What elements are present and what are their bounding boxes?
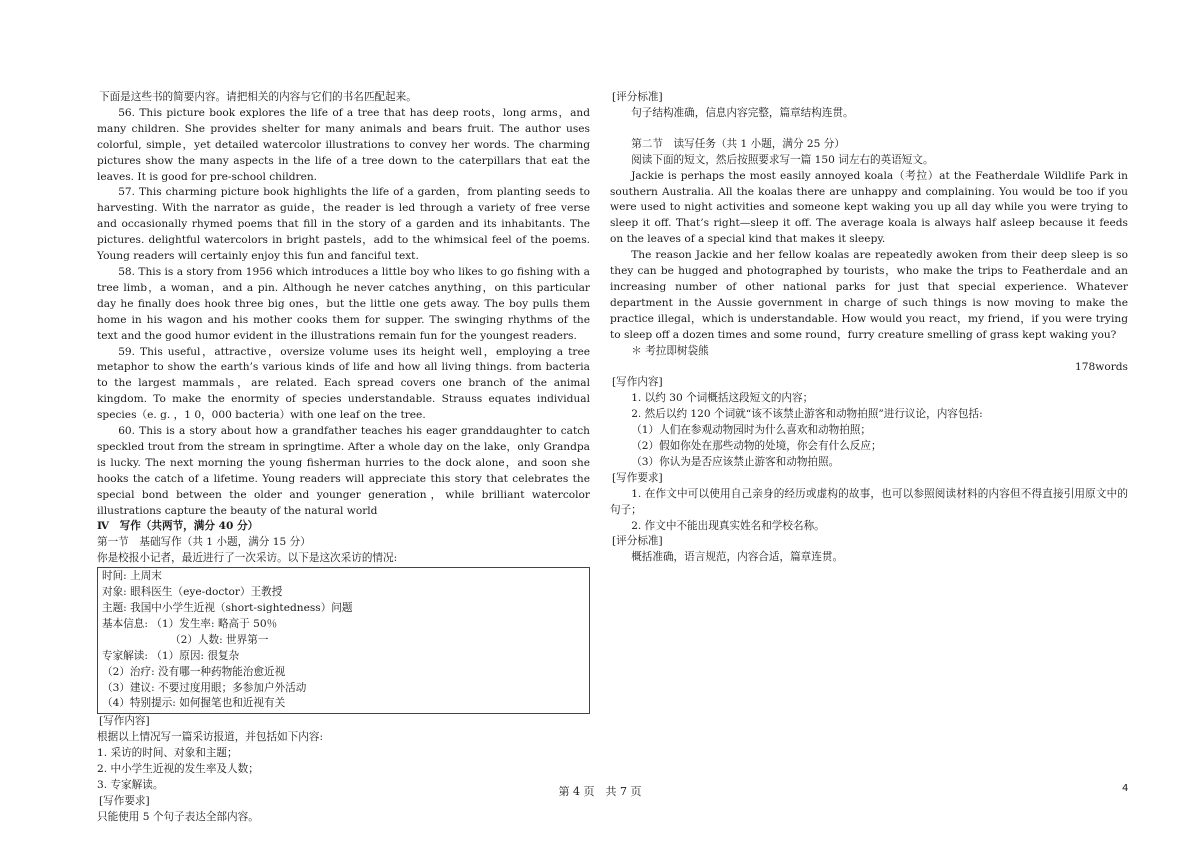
expert-note-1: 专家解读: （1）原因: 很复杂: [102, 649, 240, 662]
question-60: 60. This is a story about how a grandfather teaches his eager granddaughter to catch speckled trout from the stream in springtime. After a whole day on the lake，only Grandpa is lucky. The next morning the young fisherman hurries to the dock alone，and soon she hooks the catch of a lifetime. Young readers will appreciate this story that celebrates the special bond between the older and younger generation，while brilliant watercolor illustrations capture the beauty of the natural world: [97, 425, 590, 517]
basic-info-2: （2）人数: 世界第一: [170, 633, 269, 646]
page-footer: 第 4 页 共 7 页: [558, 785, 642, 798]
koala-footnote: ＊ 考拉即树袋熊: [631, 344, 709, 357]
content-subitem-2: （2）假如你处在那些动物的处境，你会有什么反应；: [631, 440, 882, 453]
writing-requirements-heading: [写作要求]: [99, 794, 150, 807]
question-58: 58. This is a story from 1956 which introduces a little boy who likes to go fishing with a tree limb，a woman，and a pin. Although he never catches anything，on this particular day he finally does hook three big ones，but the little one gets away. The boy pulls them home in his wagon and his mother cooks them for supper. The swinging rhythms of the text and the good humor evident in the illustrations remain fun for the youngest readers.: [97, 265, 590, 342]
word-count: 178words: [1075, 360, 1128, 373]
interview-subject: 对象: 眼科医生（eye-doctor）王教授: [102, 586, 283, 599]
expert-note-4: （4）特别提示: 如何握笔也和近视有关: [102, 697, 286, 710]
question-59: 59. This useful，attractive，oversize volume uses its height well，employing a tree metaphor to show the earth’s various kinds of life and how all living things. from bacteria to the largest mammals，are related. Each spread covers one branch of the animal kingdom. To make the enormity of species understandable. Strauss equates individual species（e. g. ，1 0，000 bacteria）with one leaf on the tree.: [97, 345, 590, 422]
part1-intro: 你是校报小记者，最近进行了一次采访。以下是这次采访的情况:: [97, 552, 398, 565]
question-57: 57. This charming picture book highlights the life of a garden，from planting seeds to harvesting. With the narrator as guide，the reader is led through a variety of free verse and occasionally rhymed poems that fill in the story of a garden and its inhabitants. The pictures. delightful watercolors in bright pastels，add to the whimsical feel of the poems. Young readers will certainly enjoy this fun and fanciful text.: [97, 186, 590, 263]
writing-content-intro: 根据以上情况写一篇采访报道，并包括如下内容:: [97, 731, 324, 744]
part1-title: 第一节 基础写作（共 1 小题，满分 15 分）: [97, 536, 311, 549]
question-56: 56. This picture book explores the life of a tree that has deep roots，long arms，and many children. She provides shelter for many animals and bears fruit. The author uses colorful, simple，yet detailed watercolor illustrations to convey her words. The charming pictures show the many aspects in the life of a tree down to the caterpillars that eat the leaves. It is good for pre-school children.: [97, 106, 590, 183]
content-subitem-3: （3）你认为是否应该禁止游客和动物拍照。: [631, 455, 840, 468]
part2-title: 第二节 读写任务（共 1 小题，满分 25 分）: [631, 137, 845, 150]
content-item-1: 1. 采访的时间、对象和主题；: [97, 747, 238, 760]
part2-intro: 阅读下面的短文，然后按照要求写一篇 150 词左右的英语短文。: [631, 153, 934, 166]
content-item-2-2: 2. 然后以约 120 个词就“该不该禁止游客和动物拍照”进行议论，内容包括:: [631, 408, 983, 421]
writing-content-heading: [写作内容]: [99, 715, 150, 728]
writing-requirements-heading-2: [写作要求]: [612, 471, 663, 484]
scoring-criteria-heading: [评分标准]: [612, 91, 663, 103]
expert-note-2: （2）治疗: 没有哪一种药物能治愈近视: [102, 665, 286, 678]
writing-requirement: 只能使用 5 个句子表达全部内容。: [97, 810, 259, 823]
content-item-2: 2. 中小学生近视的发生率及人数；: [97, 763, 259, 776]
scoring-criteria-heading-2: [评分标准]: [612, 535, 663, 548]
left-column: [97, 90, 590, 826]
scoring-criteria-1: 句子结构准确，信息内容完整，篇章结构连贯。: [631, 106, 854, 119]
interview-topic: 主题: 我国中小学生近视（short-sightedness）问题: [102, 602, 353, 614]
scoring-criteria-2: 概括准确，语言规范，内容合适，篇章连贯。: [631, 551, 844, 564]
interview-info-box: [97, 567, 590, 714]
interview-time: 时间: 上周末: [102, 570, 162, 583]
page-number: 4: [1122, 783, 1129, 794]
basic-info-1: 基本信息: （1）发生率: 略高于 50％: [102, 617, 278, 630]
reading-paragraph-2: The reason Jackie and her fellow koalas are repeatedly awoken from their deep sleep is so they can be hugged and photographed by tourists，who make the trips to Featherdale and an increasing number of other national parks for just that special experience. Whatever department in the Aussie government in charge of such things is now moving to make the practice illegal，which is understandable. How would you react，my friend，if you were trying to sleep off a dozen times and some round，furry creature smelling of grass kept waking you?: [610, 249, 1128, 341]
writing-content-heading-2: [写作内容]: [612, 376, 663, 389]
writing-section-title: Ⅳ 写作（共两节，满分 40 分）: [97, 520, 259, 533]
content-item-3: 3. 专家解读。: [97, 778, 164, 791]
requirement-2-1: 1. 在作文中可以使用自己亲身的经历或虚构的故事，也可以参照阅读材料的内容但不得直接引用原文中的句子；: [610, 487, 1128, 516]
reading-paragraph-1: Jackie is perhaps the most easily annoyed koala（考拉）at the Featherdale Wildlife Park in southern Australia. All the koalas there are unhappy and complaining. You would be too if you were used to night activities and someone kept waking you up all day while you were trying to sleep it off. That’s right—sleep it off. The average koala is always half asleep because it feeds on the leaves of a special kind that makes it sleepy.: [610, 169, 1128, 246]
content-item-2-1: 1. 以约 30 个词概括这段短文的内容；: [631, 392, 814, 405]
expert-note-3: （3）建议: 不要过度用眼；多参加户外活动: [102, 681, 307, 694]
right-column: [610, 90, 1128, 566]
content-subitem-1: （1）人们在参观动物园时为什么喜欢和动物拍照；: [631, 424, 871, 437]
matching-instructions: 下面是这些书的简要内容。请把相关的内容与它们的书名匹配起来。: [99, 91, 417, 103]
requirement-2-2: 2. 作文中不能出现真实姓名和学校名称。: [631, 519, 825, 532]
